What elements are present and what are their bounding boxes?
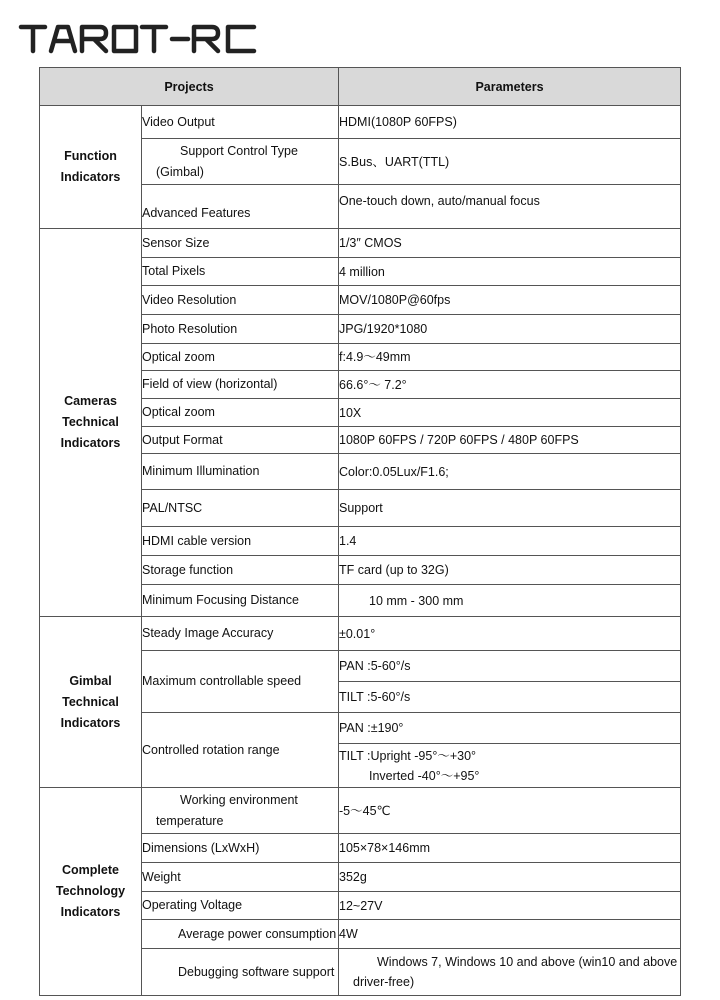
value-cell: 105×78×146mm	[339, 834, 681, 863]
value-cell: One-touch down, auto/manual focus	[339, 185, 681, 229]
item-cell: Photo Resolution	[142, 315, 339, 344]
item-cell: Field of view (horizontal)	[142, 371, 339, 399]
table-row	[40, 106, 681, 139]
value-cell: Windows 7, Windows 10 and above (win10 and above driver-free)	[339, 949, 681, 996]
spec-table	[39, 67, 681, 996]
item-cell: Support Control Type (Gimbal)	[142, 139, 339, 185]
value-cell: Support	[339, 490, 681, 527]
value-cell: 4W	[339, 920, 681, 949]
item-cell: PAL/NTSC	[142, 490, 339, 527]
tarot-rc-logo	[18, 22, 268, 56]
value-cell	[339, 744, 681, 788]
value-cell: 352g	[339, 863, 681, 892]
value-cell: 10 mm - 300 mm	[339, 585, 681, 617]
item-cell: Output Format	[142, 427, 339, 454]
value-cell: HDMI(1080P 60FPS)	[339, 106, 681, 139]
value-cell: 1080P 60FPS / 720P 60FPS / 480P 60FPS	[339, 427, 681, 454]
header-parameters: Parameters	[339, 68, 681, 106]
header-projects: Projects	[40, 68, 339, 106]
value-cell: 12~27V	[339, 892, 681, 920]
table-row	[40, 229, 681, 258]
value-cell: S.Bus、UART(TTL)	[339, 139, 681, 185]
item-cell: Maximum controllable speed	[142, 651, 339, 713]
item-cell: Debugging software support	[142, 949, 339, 996]
item-cell: Sensor Size	[142, 229, 339, 258]
item-cell: Dimensions (LxWxH)	[142, 834, 339, 863]
category-cell: Function Indicators	[40, 106, 142, 229]
table-row	[40, 788, 681, 834]
item-cell: Minimum Focusing Distance	[142, 585, 339, 617]
value-cell: JPG/1920*1080	[339, 315, 681, 344]
category-cell: Cameras Technical Indicators	[40, 229, 142, 617]
value-cell: 1/3″ CMOS	[339, 229, 681, 258]
item-cell: Weight	[142, 863, 339, 892]
item-cell: Operating Voltage	[142, 892, 339, 920]
value-cell: f:4.9～49mm	[339, 344, 681, 371]
item-cell: Average power consumption	[142, 920, 339, 949]
item-cell: Optical zoom	[142, 344, 339, 371]
item-cell: Controlled rotation range	[142, 713, 339, 788]
tilt-upright-line: TILT :Upright -95°～+30°	[339, 748, 477, 763]
header-row	[40, 68, 681, 106]
item-cell: Minimum Illumination	[142, 454, 339, 490]
value-cell: 66.6°～ 7.2°	[339, 371, 681, 399]
value-cell: TILT :5-60°/s	[339, 682, 681, 713]
item-cell: HDMI cable version	[142, 527, 339, 556]
value-cell: TF card (up to 32G)	[339, 556, 681, 585]
value-cell: 1.4	[339, 527, 681, 556]
item-cell: Advanced Features	[142, 185, 339, 229]
item-cell: Total Pixels	[142, 258, 339, 286]
value-cell: 4 million	[339, 258, 681, 286]
item-cell: Working environment temperature	[142, 788, 339, 834]
category-cell: Complete Technology Indicators	[40, 788, 142, 996]
item-cell: Video Resolution	[142, 286, 339, 315]
table-row	[40, 617, 681, 651]
item-cell: Steady Image Accuracy	[142, 617, 339, 651]
value-cell: -5～45℃	[339, 788, 681, 834]
value-cell: PAN :±190°	[339, 713, 681, 744]
value-cell: ±0.01°	[339, 617, 681, 651]
item-cell: Storage function	[142, 556, 339, 585]
value-cell: Color:0.05Lux/F1.6;	[339, 454, 681, 490]
category-cell: Gimbal Technical Indicators	[40, 617, 142, 788]
item-cell: Video Output	[142, 106, 339, 139]
value-cell: 10X	[339, 399, 681, 427]
value-cell: PAN :5-60°/s	[339, 651, 681, 682]
tilt-inverted-line: Inverted -40°～+95°	[369, 768, 480, 783]
value-cell: MOV/1080P@60fps	[339, 286, 681, 315]
item-cell: Optical zoom	[142, 399, 339, 427]
